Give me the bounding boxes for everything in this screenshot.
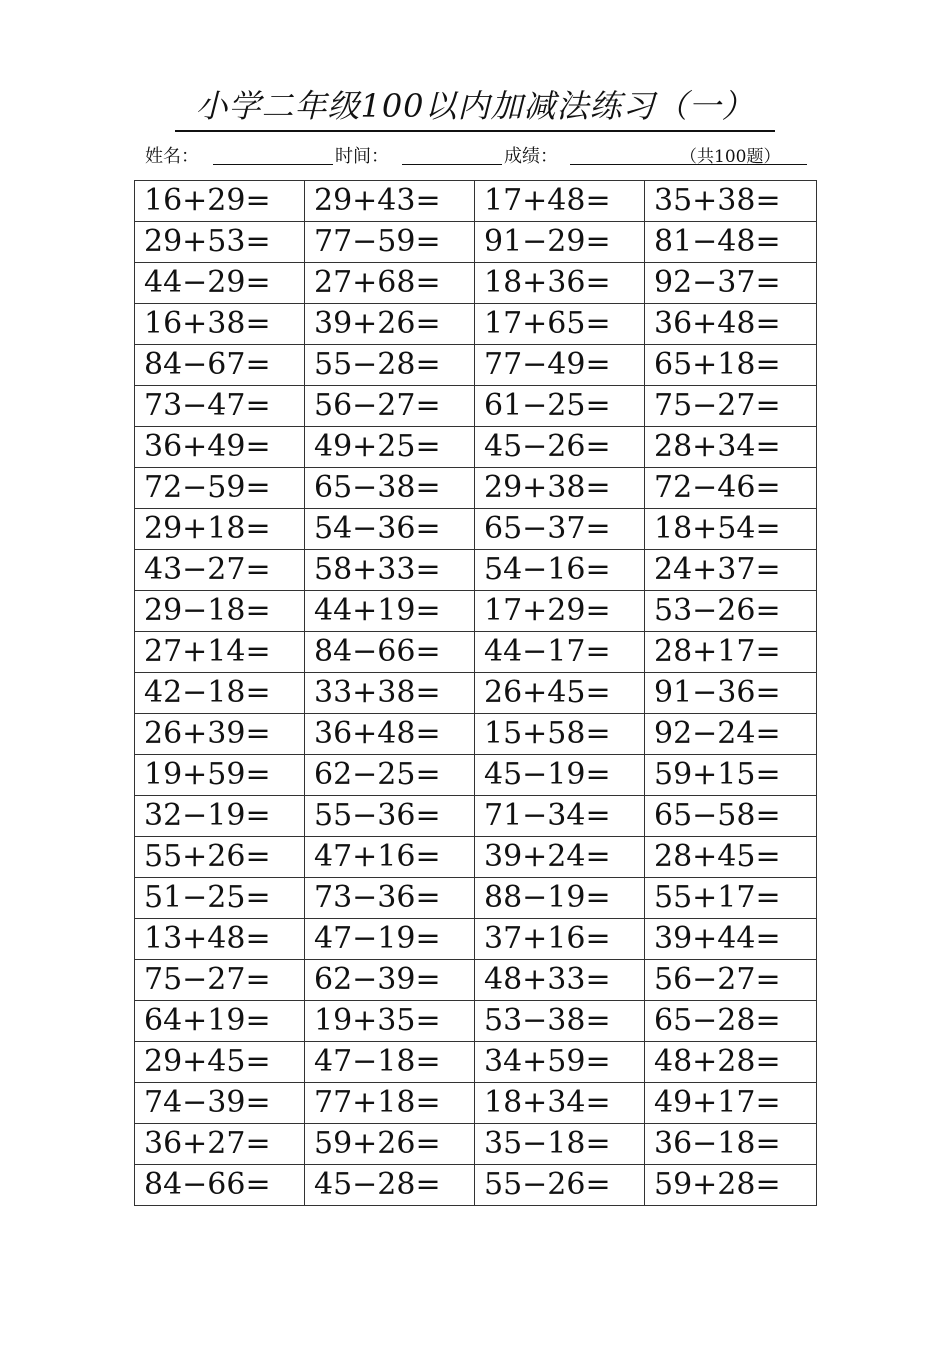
problem-cell[interactable]: 49+25= xyxy=(305,427,475,468)
table-row xyxy=(135,263,817,304)
problem-cell[interactable]: 53−26= xyxy=(645,591,817,632)
problem-cell[interactable]: 73−47= xyxy=(135,386,305,427)
table-row xyxy=(135,591,817,632)
problem-cell[interactable]: 64+19= xyxy=(135,1001,305,1042)
problem-cell[interactable]: 18+54= xyxy=(645,509,817,550)
table-row xyxy=(135,222,817,263)
problem-cell[interactable]: 59+28= xyxy=(645,1165,817,1206)
problem-cell[interactable]: 44−17= xyxy=(475,632,645,673)
problem-cell[interactable]: 77−59= xyxy=(305,222,475,263)
problem-cell[interactable]: 26+45= xyxy=(475,673,645,714)
problem-cell[interactable]: 54−36= xyxy=(305,509,475,550)
problem-cell[interactable]: 35+38= xyxy=(645,181,817,222)
table-row xyxy=(135,1042,817,1083)
problem-cell[interactable]: 42−18= xyxy=(135,673,305,714)
problem-cell[interactable]: 33+38= xyxy=(305,673,475,714)
problem-cell[interactable]: 48+28= xyxy=(645,1042,817,1083)
table-row xyxy=(135,1001,817,1042)
table-row xyxy=(135,960,817,1001)
total-count-note: （共100题） xyxy=(680,147,781,167)
problem-cell[interactable]: 65+18= xyxy=(645,345,817,386)
table-row xyxy=(135,427,817,468)
table-row xyxy=(135,755,817,796)
problem-cell[interactable]: 84−66= xyxy=(135,1165,305,1206)
problem-cell[interactable]: 29+43= xyxy=(305,181,475,222)
problem-cell[interactable]: 59+15= xyxy=(645,755,817,796)
problem-cell[interactable]: 65−28= xyxy=(645,1001,817,1042)
score-label: 成绩： xyxy=(504,146,558,167)
table-row xyxy=(135,386,817,427)
table-row xyxy=(135,509,817,550)
problem-cell[interactable]: 44+19= xyxy=(305,591,475,632)
problem-cell[interactable]: 62−25= xyxy=(305,755,475,796)
problem-cell[interactable]: 53−38= xyxy=(475,1001,645,1042)
problem-cell[interactable]: 17+29= xyxy=(475,591,645,632)
problem-cell[interactable]: 47−18= xyxy=(305,1042,475,1083)
problem-cell[interactable]: 88−19= xyxy=(475,878,645,919)
problem-cell[interactable]: 81−48= xyxy=(645,222,817,263)
name-label: 姓名： xyxy=(145,146,199,167)
problem-cell[interactable]: 28+45= xyxy=(645,837,817,878)
problem-cell[interactable]: 29+53= xyxy=(135,222,305,263)
problem-cell[interactable]: 72−59= xyxy=(135,468,305,509)
problem-cell[interactable]: 37+16= xyxy=(475,919,645,960)
problem-cell[interactable]: 18+36= xyxy=(475,263,645,304)
problem-cell[interactable]: 29−18= xyxy=(135,591,305,632)
problem-cell[interactable]: 18+34= xyxy=(475,1083,645,1124)
table-row xyxy=(135,304,817,345)
problem-cell[interactable]: 39+26= xyxy=(305,304,475,345)
time-label: 时间： xyxy=(335,146,389,167)
problem-cell[interactable]: 29+45= xyxy=(135,1042,305,1083)
problem-cell[interactable]: 29+38= xyxy=(475,468,645,509)
problem-cell[interactable]: 91−29= xyxy=(475,222,645,263)
table-row xyxy=(135,345,817,386)
problem-cell[interactable]: 27+68= xyxy=(305,263,475,304)
problem-cell[interactable]: 55−28= xyxy=(305,345,475,386)
problem-cell[interactable]: 92−37= xyxy=(645,263,817,304)
problem-cell[interactable]: 43−27= xyxy=(135,550,305,591)
problem-cell[interactable]: 34+59= xyxy=(475,1042,645,1083)
table-row xyxy=(135,673,817,714)
table-row xyxy=(135,181,817,222)
table-row xyxy=(135,1124,817,1165)
problem-cell[interactable]: 58+33= xyxy=(305,550,475,591)
student-info-row xyxy=(145,142,810,172)
problem-cell[interactable]: 77−49= xyxy=(475,345,645,386)
problem-cell[interactable]: 28+34= xyxy=(645,427,817,468)
problem-cell[interactable]: 15+58= xyxy=(475,714,645,755)
problem-cell[interactable]: 65−38= xyxy=(305,468,475,509)
problem-cell[interactable]: 26+39= xyxy=(135,714,305,755)
problem-cell[interactable]: 49+17= xyxy=(645,1083,817,1124)
problem-cell[interactable]: 55+17= xyxy=(645,878,817,919)
problem-table xyxy=(134,180,817,1206)
problem-cell[interactable]: 84−67= xyxy=(135,345,305,386)
problem-cell[interactable]: 72−46= xyxy=(645,468,817,509)
problem-cell[interactable]: 54−16= xyxy=(475,550,645,591)
problem-cell[interactable]: 62−39= xyxy=(305,960,475,1001)
problem-cell[interactable]: 45−26= xyxy=(475,427,645,468)
problem-cell[interactable]: 56−27= xyxy=(305,386,475,427)
problem-cell[interactable]: 17+65= xyxy=(475,304,645,345)
problem-cell[interactable]: 39+44= xyxy=(645,919,817,960)
table-row xyxy=(135,550,817,591)
problem-cell[interactable]: 71−34= xyxy=(475,796,645,837)
table-row xyxy=(135,837,817,878)
problem-cell[interactable]: 75−27= xyxy=(135,960,305,1001)
problem-cell[interactable]: 75−27= xyxy=(645,386,817,427)
problem-cell[interactable]: 47+16= xyxy=(305,837,475,878)
time-blank[interactable] xyxy=(402,164,502,165)
problem-cell[interactable]: 39+24= xyxy=(475,837,645,878)
problem-cell[interactable]: 45−28= xyxy=(305,1165,475,1206)
problem-cell[interactable]: 36−18= xyxy=(645,1124,817,1165)
problem-cell[interactable]: 17+48= xyxy=(475,181,645,222)
problem-cell[interactable]: 44−29= xyxy=(135,263,305,304)
problem-cell[interactable]: 55−26= xyxy=(475,1165,645,1206)
problem-cell[interactable]: 35−18= xyxy=(475,1124,645,1165)
name-blank[interactable] xyxy=(213,164,333,165)
problem-cell[interactable]: 36+48= xyxy=(305,714,475,755)
problem-cell[interactable]: 61−25= xyxy=(475,386,645,427)
problem-cell[interactable]: 13+48= xyxy=(135,919,305,960)
problem-cell[interactable]: 91−36= xyxy=(645,673,817,714)
problem-cell[interactable]: 65−37= xyxy=(475,509,645,550)
problem-cell[interactable]: 65−58= xyxy=(645,796,817,837)
problem-cell[interactable]: 84−66= xyxy=(305,632,475,673)
problem-cell[interactable]: 16+38= xyxy=(135,304,305,345)
problem-cell[interactable]: 74−39= xyxy=(135,1083,305,1124)
problem-cell[interactable]: 24+37= xyxy=(645,550,817,591)
problem-cell[interactable]: 55+26= xyxy=(135,837,305,878)
problem-cell[interactable]: 73−36= xyxy=(305,878,475,919)
table-row xyxy=(135,919,817,960)
problem-cell[interactable]: 77+18= xyxy=(305,1083,475,1124)
problem-cell[interactable]: 47−19= xyxy=(305,919,475,960)
problem-cell[interactable]: 28+17= xyxy=(645,632,817,673)
problem-cell[interactable]: 92−24= xyxy=(645,714,817,755)
table-row xyxy=(135,632,817,673)
worksheet-title: 小学二年级100以内加减法练习（一） xyxy=(175,82,775,132)
problem-cell[interactable]: 36+48= xyxy=(645,304,817,345)
problem-cell[interactable]: 32−19= xyxy=(135,796,305,837)
problem-cell[interactable]: 19+35= xyxy=(305,1001,475,1042)
problem-cell[interactable]: 51−25= xyxy=(135,878,305,919)
table-row xyxy=(135,714,817,755)
problem-cell[interactable]: 56−27= xyxy=(645,960,817,1001)
table-row xyxy=(135,796,817,837)
problem-cell[interactable]: 27+14= xyxy=(135,632,305,673)
problem-cell[interactable]: 55−36= xyxy=(305,796,475,837)
problem-cell[interactable]: 19+59= xyxy=(135,755,305,796)
problem-cell[interactable]: 16+29= xyxy=(135,181,305,222)
problem-cell[interactable]: 36+27= xyxy=(135,1124,305,1165)
problem-cell[interactable]: 29+18= xyxy=(135,509,305,550)
problem-cell[interactable]: 48+33= xyxy=(475,960,645,1001)
problem-cell[interactable]: 59+26= xyxy=(305,1124,475,1165)
problem-cell[interactable]: 36+49= xyxy=(135,427,305,468)
table-row xyxy=(135,1083,817,1124)
table-row xyxy=(135,878,817,919)
problem-cell[interactable]: 45−19= xyxy=(475,755,645,796)
table-row xyxy=(135,468,817,509)
table-row xyxy=(135,1165,817,1206)
